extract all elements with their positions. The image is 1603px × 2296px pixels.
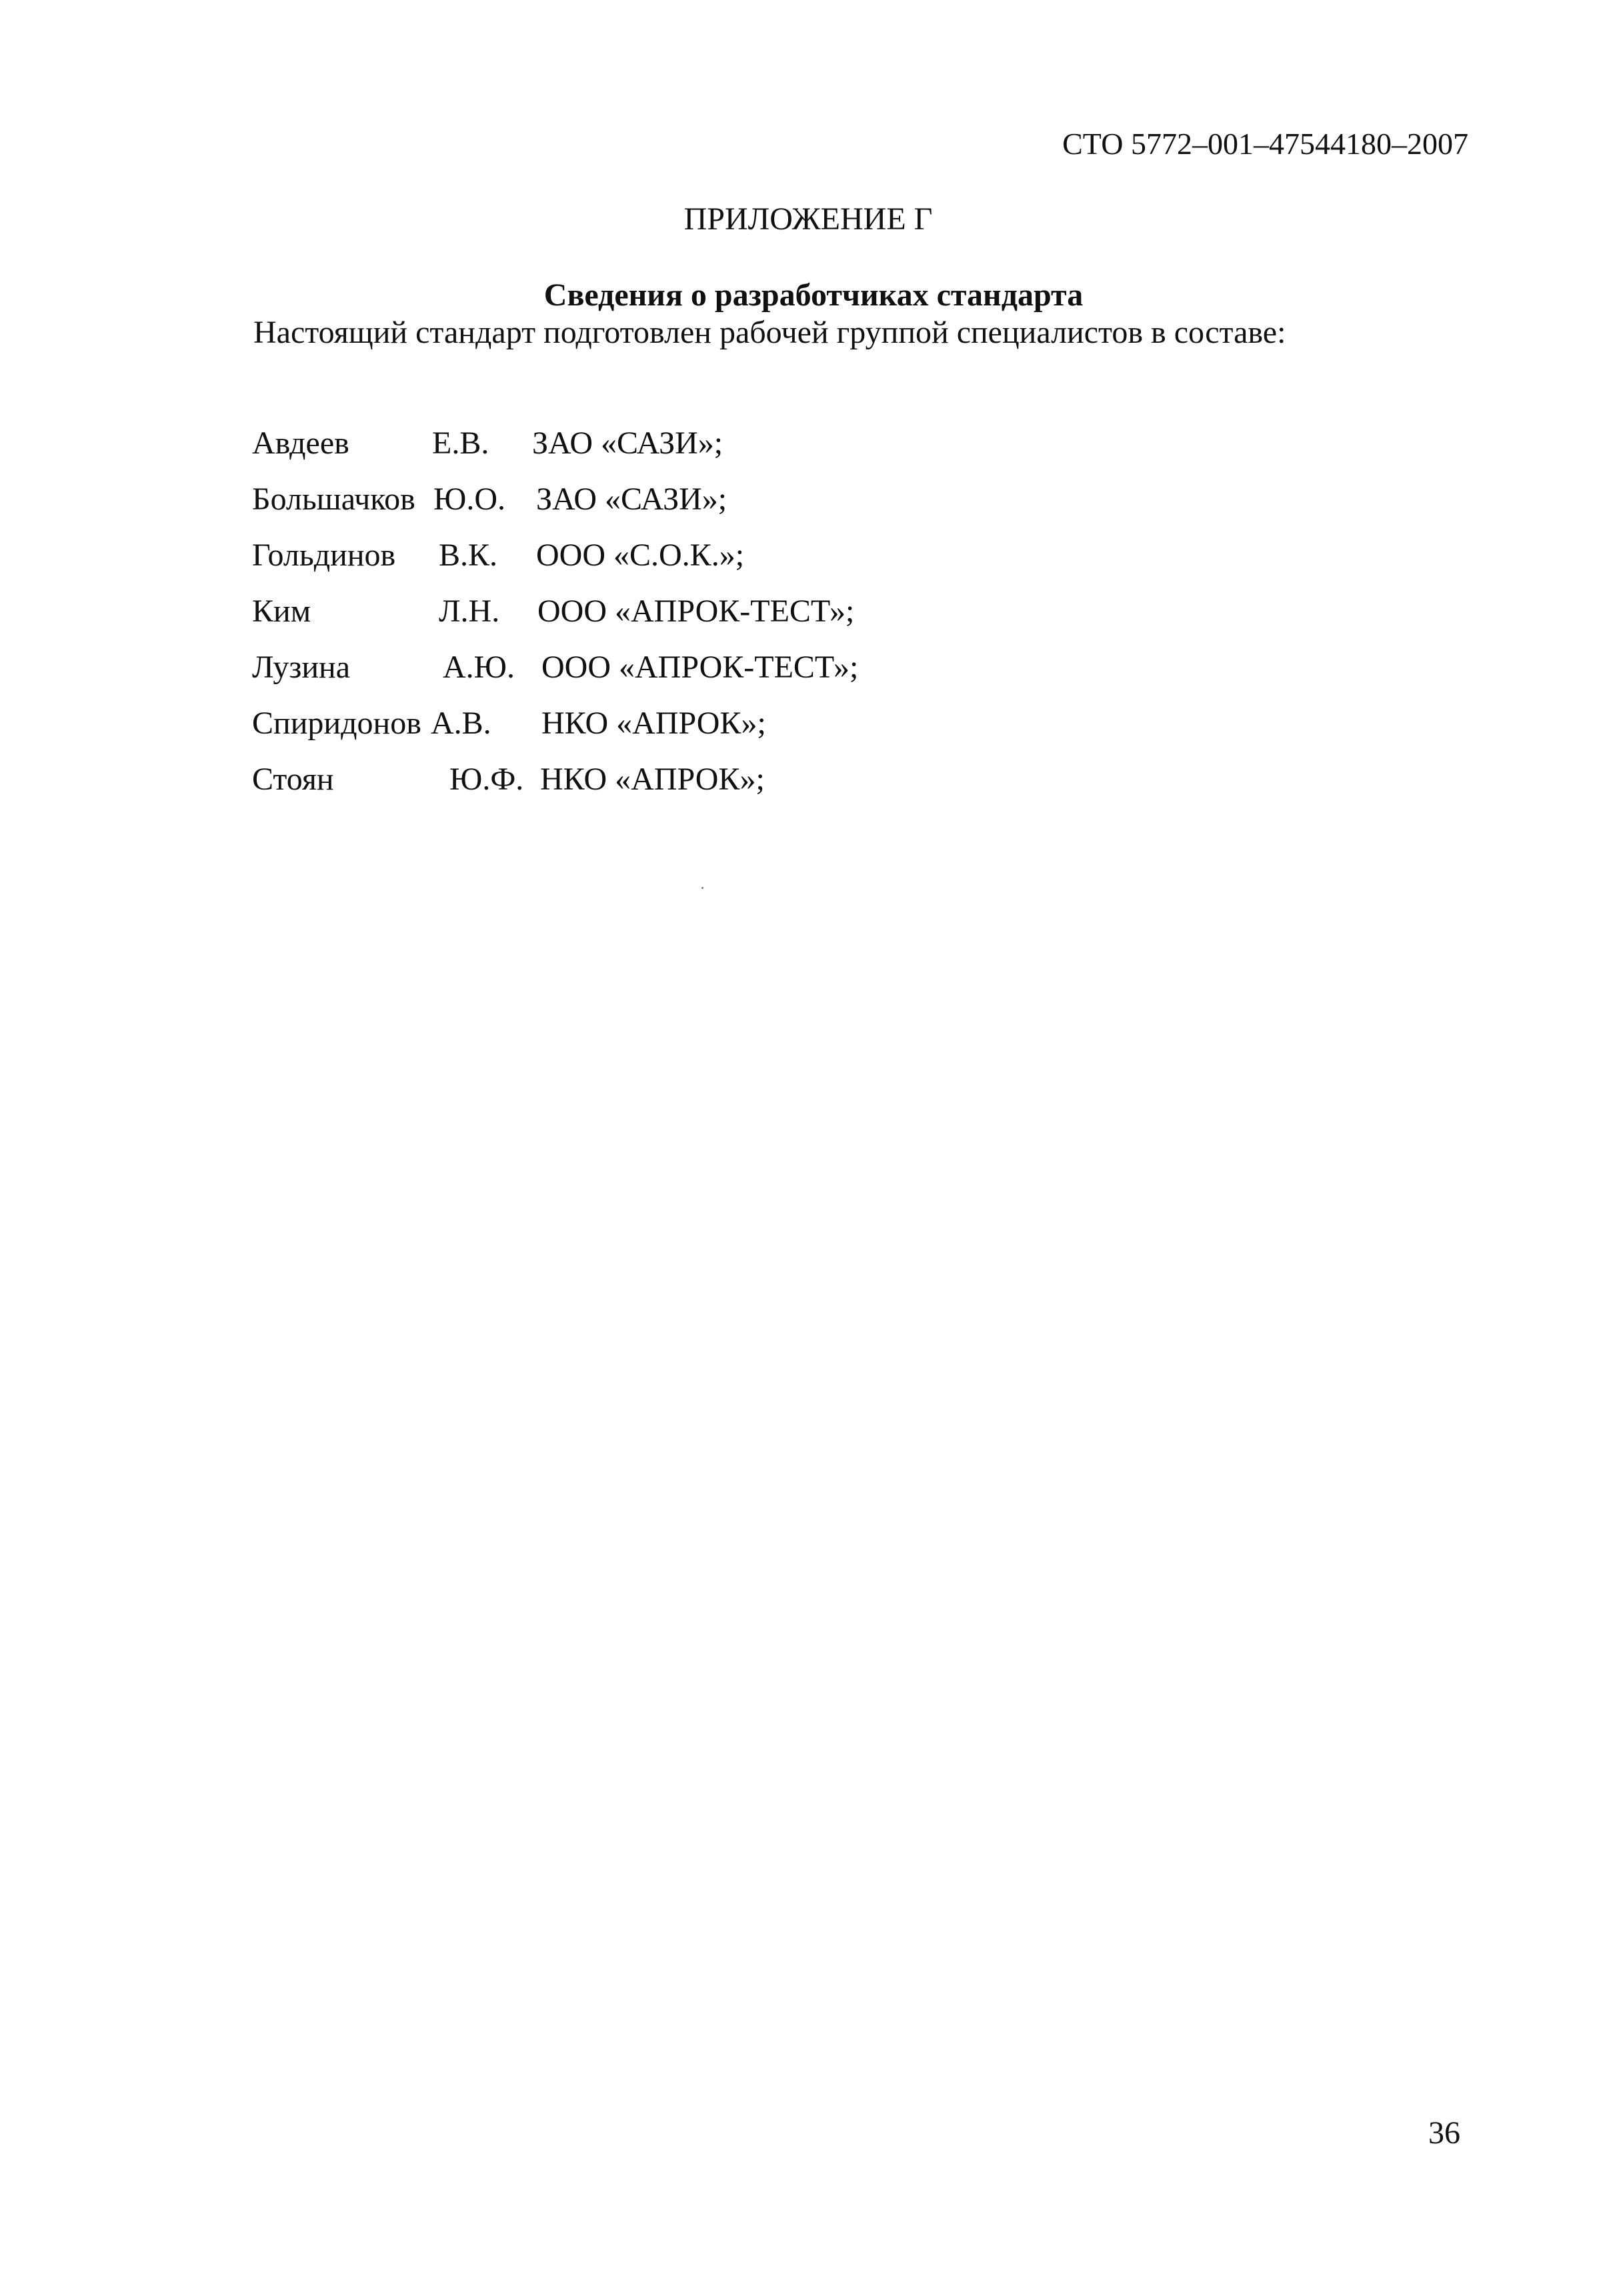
appendix-title	[0, 200, 1603, 239]
developer-row	[252, 424, 1052, 480]
developer-surname: Гольдинов	[252, 537, 396, 573]
developer-initials: Ю.Ф.	[449, 762, 524, 797]
developer-row	[252, 704, 1052, 760]
developer-organization: ООО «АПРОК-ТЕСТ»;	[537, 594, 855, 629]
page-number: 36	[1428, 2115, 1460, 2151]
document-code: СТО 5772–001–47544180–2007	[1062, 127, 1468, 161]
developer-initials: А.В.	[431, 706, 491, 741]
section-title-text: Сведения о разработчиках стандарта	[543, 277, 1084, 313]
developer-organization: НКО «АПРОК»;	[540, 762, 765, 797]
developer-surname: Ким	[252, 594, 311, 629]
developer-organization: ООО «С.О.К.»;	[536, 537, 745, 573]
developer-surname: Спиридонов	[252, 706, 421, 741]
intro-paragraph: Настоящий стандарт подготовлен рабочей группой специалистов в составе:	[253, 315, 1286, 350]
developer-organization: НКО «АПРОК»;	[541, 706, 766, 741]
developer-initials: Е.В.	[432, 425, 489, 461]
developer-initials: Л.Н.	[439, 594, 500, 629]
developer-row	[252, 760, 1052, 816]
developer-row	[252, 480, 1052, 536]
developers-list	[252, 424, 1052, 816]
developer-surname: Большачков	[252, 481, 415, 517]
developer-surname: Лузина	[252, 650, 350, 685]
developer-organization: ЗАО «САЗИ»;	[536, 481, 727, 517]
developer-organization: ООО «АПРОК-ТЕСТ»;	[541, 650, 859, 685]
developer-row	[252, 536, 1052, 592]
developer-row	[252, 592, 1052, 648]
developer-initials: Ю.О.	[433, 481, 505, 517]
developer-initials: В.К.	[439, 537, 498, 573]
section-title	[0, 276, 1603, 315]
scan-speck	[701, 887, 703, 889]
developer-surname: Авдеев	[252, 425, 349, 461]
developer-initials: А.Ю.	[443, 650, 515, 685]
developer-organization: ЗАО «САЗИ»;	[532, 425, 723, 461]
developer-surname: Стоян	[252, 762, 334, 797]
developer-row	[252, 648, 1052, 704]
appendix-title-text: ПРИЛОЖЕНИЕ Г	[683, 201, 933, 237]
